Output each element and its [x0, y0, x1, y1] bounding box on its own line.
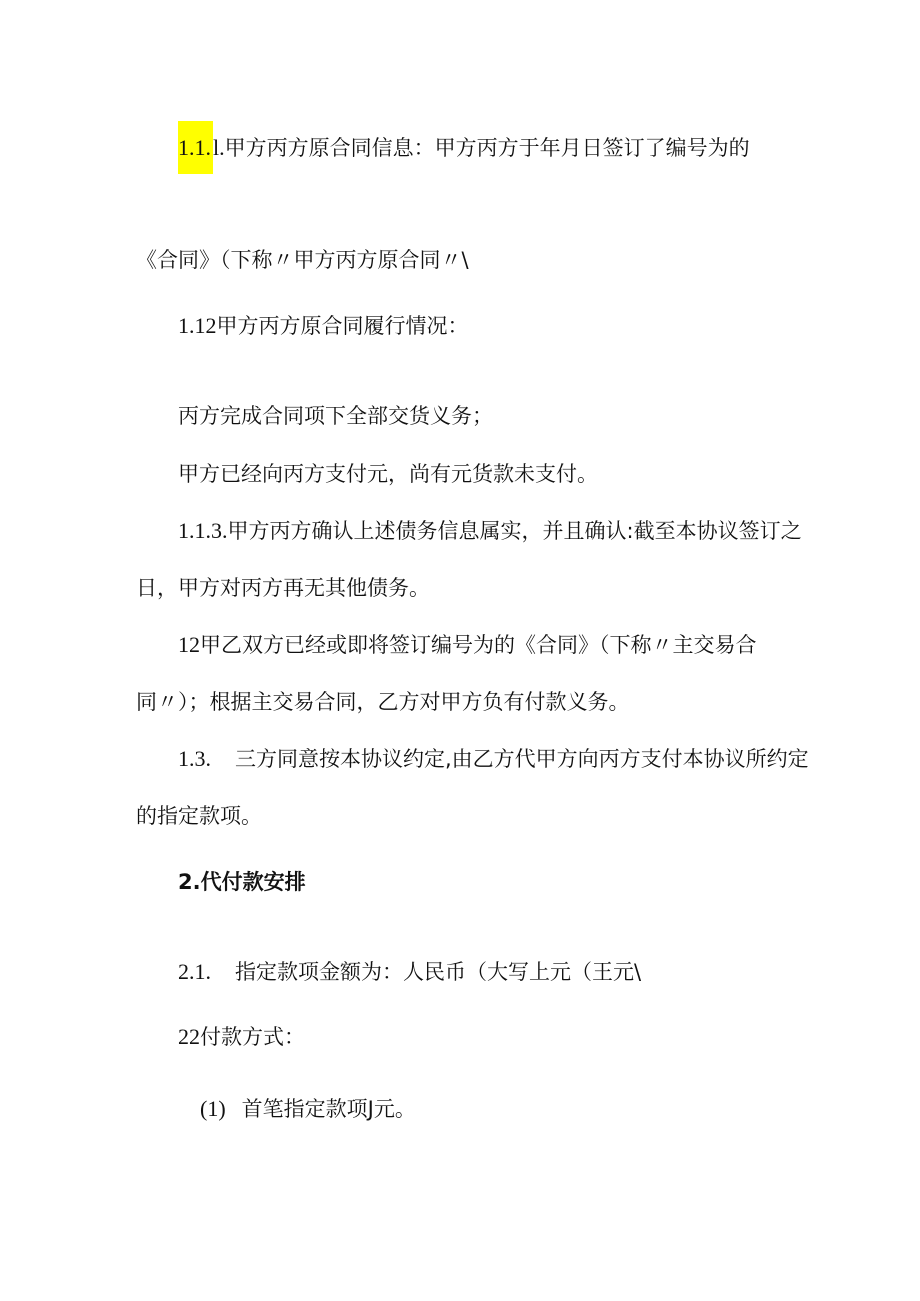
- paragraph-1-3: [178, 744, 809, 774]
- highlighted-clause-number: 1.1.: [178, 121, 213, 174]
- paragraph-1-2-continued: [136, 687, 630, 717]
- paragraph-text: 同〃）；根据主交易合同，乙方对甲方负有付款义务。: [136, 690, 630, 714]
- paragraph-text: 甲方丙方确认上述债务信息属实，并且确认:截至本协议签订之: [227, 519, 802, 543]
- paragraph-text: 首笔指定款项J元。: [241, 1097, 416, 1121]
- paragraph-1-1-3: [178, 516, 802, 546]
- paragraph-delivery: [178, 401, 493, 431]
- paragraph-text: 三方同意按本协议约定,由乙方代甲方向丙方支付本协议所约定: [235, 747, 809, 771]
- paragraph-1-1-2: [178, 311, 469, 341]
- paragraph-text: 甲乙双方已经或即将签订编号为的《合同》（下称〃主交易合: [200, 633, 757, 657]
- paragraph-payment: [178, 459, 598, 489]
- paragraph-text: 《合同》（下称〃甲方丙方原合同〃\: [136, 248, 469, 272]
- clause-number: 1.12: [178, 313, 217, 338]
- clause-number: 1.3.: [178, 746, 211, 771]
- paragraph-text: 甲方丙方原合同信息：甲方丙方于年月日签订了编号为的: [224, 136, 750, 160]
- clause-number: 22: [178, 1024, 200, 1049]
- paragraph-text: 指定款项金额为：人民币（大写上元（王元\: [235, 960, 642, 984]
- paragraph-text: 付款方式：: [200, 1025, 305, 1049]
- paragraph-text: 甲方丙方原合同履行情况：: [216, 314, 469, 338]
- paragraph-1-1-1: [178, 133, 750, 163]
- clause-number-suffix: l.: [213, 135, 225, 160]
- paragraph-text: 甲方已经向丙方支付元，尚有元货款未支付。: [178, 462, 598, 486]
- paragraph-2-1: [178, 957, 641, 987]
- paragraph-2-2-item-1: [200, 1094, 416, 1124]
- paragraph-text: 的指定款项。: [136, 804, 262, 828]
- paragraph-2-2: [178, 1022, 305, 1052]
- section-heading-2: [178, 867, 306, 897]
- clause-number: 1.1.3.: [178, 518, 228, 543]
- paragraph-1-1-3-continued: [136, 573, 430, 603]
- paragraph-text: 丙方完成合同项下全部交货义务；: [178, 404, 493, 428]
- paragraph-text: 日，甲方对丙方再无其他债务。: [136, 576, 430, 600]
- heading-text: 2.代付款安排: [178, 870, 306, 894]
- paragraph-1-1-1-continued: [136, 245, 469, 275]
- clause-number: 2.1.: [178, 959, 211, 984]
- paragraph-1-3-continued: [136, 801, 262, 831]
- list-item-number: (1): [200, 1096, 226, 1121]
- paragraph-1-2: [178, 630, 757, 660]
- clause-number: 12: [178, 632, 200, 657]
